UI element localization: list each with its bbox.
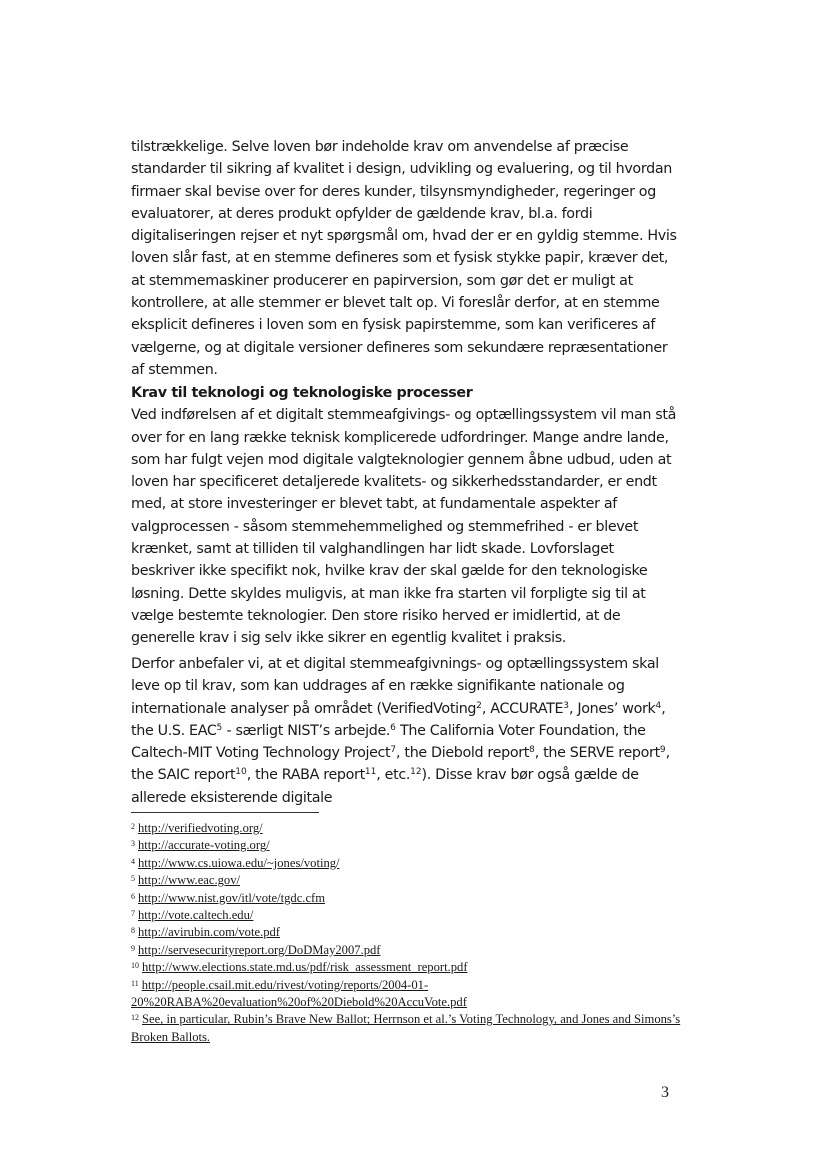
- footnote: [131, 924, 691, 941]
- text-run: Derfor anbefaler vi, at et digital stemmeafgivnings- og optællingssystem skal leve op til krav, som kan uddrages af en række signifikante nationale og internationale analyser på området (VerifiedVoting: [131, 656, 659, 717]
- section-heading: Krav til teknologi og teknologiske processer: [131, 385, 473, 401]
- paragraph-recommendation: [131, 653, 681, 809]
- footnote: [131, 977, 691, 1012]
- text-run: , the RABA report: [246, 767, 365, 784]
- footnote-ref[interactable]: 2: [476, 700, 482, 711]
- footnote: [131, 855, 691, 872]
- footnote: [131, 1011, 691, 1046]
- footnote-link[interactable]: See, in particular, Rubin’s Brave New Ballot; Herrnson et al.’s Voting Technology, and Jones and Simons’s Broken Ballots.: [131, 1012, 681, 1044]
- footnote-link[interactable]: http://servesecurityreport.org/DoDMay2007.pdf: [138, 942, 381, 957]
- footnote: [131, 820, 691, 837]
- text-run: , ACCURATE: [481, 700, 564, 717]
- text-run: , the U.S. EAC: [131, 700, 666, 739]
- text-run: , Jones’ work: [568, 700, 656, 717]
- footnote-number: 10: [131, 961, 139, 971]
- footnote-number: 7: [131, 909, 135, 919]
- paragraph-text: Ved indførelsen af et digitalt stemmeafgivings- og optællingssystem vil man stå over for en lang række teknisk komplicerede udfordringer. Mange andre lande, som har fulgt vejen mod digitale valgteknologier gennem åbne udbud, uden at loven har specificeret detaljerede kvalitets- og sikkerhedsstandarder, er endt med, at store investeringer er blevet tabt, at fundamentale aspekter af valgprocessen - såsom stemmehemmelighed og stemmefrihed - er blevet krænket, samt at tilliden til valghandlingen har lidt skade. Lovforslaget beskriver ikke specifikt nok, hvilke krav der skal gælde for den teknologiske løsning. Dette skyldes muligvis, at man ikke fra starten vil forpligte sig til at vælge bestemte teknologier. Den store risiko herved er imidlertid, at de generelle krav i sig selv ikke sikrer en egentlig kvalitet i praksis.: [131, 407, 677, 647]
- footnote-ref[interactable]: 10: [235, 767, 247, 778]
- footnote-ref[interactable]: 11: [364, 767, 377, 778]
- footnote: [131, 890, 691, 907]
- footnote-link[interactable]: http://www.nist.gov/itl/vote/tgdc.cfm: [138, 890, 326, 905]
- footnote-ref[interactable]: 12: [410, 767, 422, 778]
- footnote-number: 11: [131, 978, 139, 988]
- footnote-ref[interactable]: 6: [390, 722, 396, 733]
- footnote-link[interactable]: http://verifiedvoting.org/: [138, 821, 263, 835]
- footnote: [131, 1046, 691, 1063]
- footnote-number: 3: [131, 839, 135, 849]
- footnote-number: 12: [131, 1013, 139, 1023]
- footnote-link[interactable]: http://people.csail.mit.edu/rivest/voting/reports/2004-01-20%20RABA%20evaluation%20of%20Diebold%20AccuVote.pdf: [131, 977, 467, 1010]
- text-run: - særligt NIST’s arbejde.: [222, 722, 391, 739]
- text-run: The California Voter Foundation, the Caltech-MIT Voting Technology Project: [131, 722, 646, 762]
- footnote: [131, 942, 691, 959]
- footnote-ref[interactable]: 8: [529, 745, 535, 756]
- paragraph-text: tilstrækkelige. Selve loven bør indeholde krav om anvendelse af præcise standarder til sikring af kvalitet i design, udvikling og evaluering, og til hvordan firmaer skal bevise over for deres kunder, tilsynsmyndigheder, regeringer og evaluatorer, at deres produkt opfylder de gældende krav, bl.a. fordi digitaliseringen rejser et nyt spørgsmål om, hvad der er en gyldig stemme. Hvis loven slår fast, at en stemme defineres som et fysisk stykke papir, kræver det, at stemmemaskiner producerer en papirversion, som gør det er muligt at kontrollere, at alle stemmer er blevet talt op. Vi foreslår derfor, at en stemme eksplicit defineres i loven som en fysisk papirstemme, som kan verificeres af vælgerne, og at digitale versioner defineres som sekundære repræsentationer af stemmen.: [131, 139, 677, 378]
- footnotes: [131, 820, 691, 1064]
- footnote-separator: [131, 812, 319, 813]
- footnote-number: 6: [131, 891, 135, 901]
- text-run: ). Disse krav bør også gælde de allerede eksisterende digitale: [131, 767, 639, 806]
- paragraph-standards: [131, 136, 681, 381]
- footnote-link[interactable]: http://www.cs.uiowa.edu/~jones/voting/: [138, 855, 340, 870]
- footnote-number: 5: [131, 874, 135, 884]
- footnote-ref[interactable]: 4: [655, 700, 662, 711]
- section-technology: [131, 382, 681, 650]
- footnote-ref[interactable]: 3: [563, 700, 569, 711]
- footnote-link[interactable]: http://avirubin.com/vote.pdf: [138, 925, 281, 940]
- text-run: , the SAIC report: [131, 745, 670, 784]
- footnote-ref[interactable]: 5: [216, 722, 223, 733]
- page-number: 3: [661, 1084, 669, 1101]
- text-run: , etc.: [376, 767, 411, 784]
- footnote-number: 2: [131, 822, 135, 831]
- footnote-link[interactable]: http://www.eac.gov/: [138, 873, 241, 888]
- text-run: , the SERVE report: [534, 745, 660, 762]
- footnote: [131, 959, 691, 976]
- footnote-ref[interactable]: 9: [659, 745, 666, 756]
- footnote: [131, 872, 691, 889]
- footnote-number: 4: [131, 856, 135, 866]
- footnote: [131, 837, 691, 854]
- footnote-number: 8: [131, 926, 135, 936]
- footnote-link[interactable]: http://accurate-voting.org/: [138, 838, 270, 853]
- footnote-link[interactable]: http://vote.caltech.edu/: [138, 908, 254, 923]
- paragraph-text: [131, 653, 681, 809]
- footnote: [131, 907, 691, 924]
- footnote-link[interactable]: http://www.elections.state.md.us/pdf/risk_assessment_report.pdf: [142, 960, 468, 975]
- footnote-ref[interactable]: 7: [390, 745, 397, 756]
- footnote-number: 9: [131, 943, 135, 953]
- text-run: , the Diebold report: [396, 745, 530, 762]
